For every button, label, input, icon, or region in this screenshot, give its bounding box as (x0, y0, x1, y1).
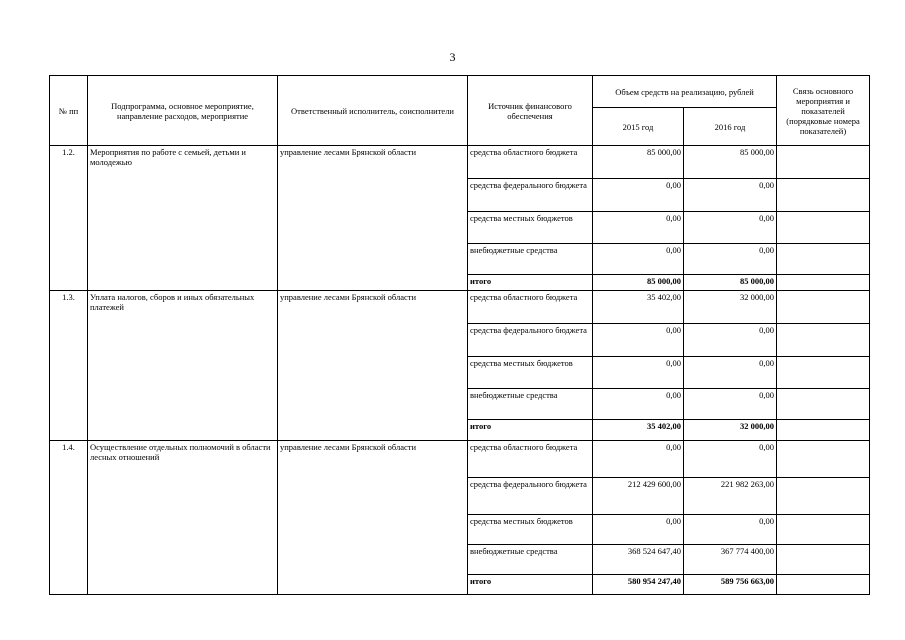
table-row (50, 441, 870, 478)
responsible-executor: управление лесами Брянской области (278, 441, 468, 595)
indicator-link-cell (777, 324, 870, 357)
amount-2015: 0,00 (593, 244, 684, 275)
amount-2016: 0,00 (684, 389, 777, 420)
activity-name: Осуществление отдельных полномочий в области лесных отношений (88, 441, 278, 595)
funding-source: средства местных бюджетов (468, 357, 593, 389)
funding-source: внебюджетные средства (468, 545, 593, 575)
indicator-link-cell (777, 441, 870, 478)
header-link: Связь основного мероприятия и показателей (порядковые номера показателей) (777, 76, 870, 146)
header-name: Подпрограмма, основное мероприятие, направление расходов, мероприятие (88, 76, 278, 146)
header-year-2015: 2015 год (593, 108, 684, 146)
amount-2016: 85 000,00 (684, 146, 777, 179)
indicator-link-cell (777, 179, 870, 212)
table-body (50, 146, 870, 595)
indicator-link-cell (777, 515, 870, 545)
activity-name: Уплата налогов, сборов и иных обязательных платежей (88, 291, 278, 441)
indicator-link-cell (777, 478, 870, 515)
amount-2015: 0,00 (593, 212, 684, 244)
funding-source: средства областного бюджета (468, 291, 593, 324)
funding-source: средства местных бюджетов (468, 212, 593, 244)
funding-source: итого (468, 575, 593, 595)
amount-2016: 85 000,00 (684, 275, 777, 291)
header-responsible: Ответственный исполнитель, соисполнители (278, 76, 468, 146)
amount-2015: 0,00 (593, 389, 684, 420)
indicator-link-cell (777, 212, 870, 244)
funding-source: средства федерального бюджета (468, 179, 593, 212)
header-year-2016: 2016 год (684, 108, 777, 146)
amount-2015: 0,00 (593, 179, 684, 212)
amount-2015: 368 524 647,40 (593, 545, 684, 575)
header-source: Источник финансового обеспечения (468, 76, 593, 146)
indicator-link-cell (777, 244, 870, 275)
amount-2016: 0,00 (684, 244, 777, 275)
amount-2015: 0,00 (593, 324, 684, 357)
amount-2016: 589 756 663,00 (684, 575, 777, 595)
amount-2015: 0,00 (593, 515, 684, 545)
amount-2015: 85 000,00 (593, 146, 684, 179)
header-volume: Объем средств на реализацию, рублей (593, 76, 777, 108)
table-row (50, 291, 870, 324)
indicator-link-cell (777, 291, 870, 324)
funding-source: внебюджетные средства (468, 389, 593, 420)
amount-2015: 85 000,00 (593, 275, 684, 291)
amount-2015: 0,00 (593, 357, 684, 389)
responsible-executor: управление лесами Брянской области (278, 146, 468, 291)
funding-source: средства федерального бюджета (468, 478, 593, 515)
funding-source: средства областного бюджета (468, 146, 593, 179)
indicator-link-cell (777, 389, 870, 420)
amount-2016: 221 982 263,00 (684, 478, 777, 515)
indicator-link-cell (777, 545, 870, 575)
amount-2015: 0,00 (593, 441, 684, 478)
row-number: 1.4. (50, 441, 88, 595)
funding-source: средства федерального бюджета (468, 324, 593, 357)
funding-source: средства областного бюджета (468, 441, 593, 478)
amount-2015: 35 402,00 (593, 420, 684, 441)
header-num: № пп (50, 76, 88, 146)
row-number: 1.3. (50, 291, 88, 441)
indicator-link-cell (777, 420, 870, 441)
amount-2016: 367 774 400,00 (684, 545, 777, 575)
amount-2016: 0,00 (684, 357, 777, 389)
indicator-link-cell (777, 146, 870, 179)
amount-2016: 0,00 (684, 515, 777, 545)
funding-source: итого (468, 420, 593, 441)
amount-2015: 580 954 247,40 (593, 575, 684, 595)
row-number: 1.2. (50, 146, 88, 291)
funding-source: средства местных бюджетов (468, 515, 593, 545)
indicator-link-cell (777, 357, 870, 389)
amount-2016: 0,00 (684, 324, 777, 357)
amount-2016: 0,00 (684, 441, 777, 478)
amount-2016: 0,00 (684, 179, 777, 212)
amount-2016: 0,00 (684, 212, 777, 244)
responsible-executor: управление лесами Брянской области (278, 291, 468, 441)
budget-table (49, 75, 870, 595)
amount-2015: 212 429 600,00 (593, 478, 684, 515)
funding-source: внебюджетные средства (468, 244, 593, 275)
table-row (50, 146, 870, 179)
activity-name: Мероприятия по работе с семьей, детьми и молодежью (88, 146, 278, 291)
amount-2016: 32 000,00 (684, 420, 777, 441)
indicator-link-cell (777, 575, 870, 595)
page-number: 3 (449, 50, 456, 64)
funding-source: итого (468, 275, 593, 291)
amount-2015: 35 402,00 (593, 291, 684, 324)
amount-2016: 32 000,00 (684, 291, 777, 324)
indicator-link-cell (777, 275, 870, 291)
